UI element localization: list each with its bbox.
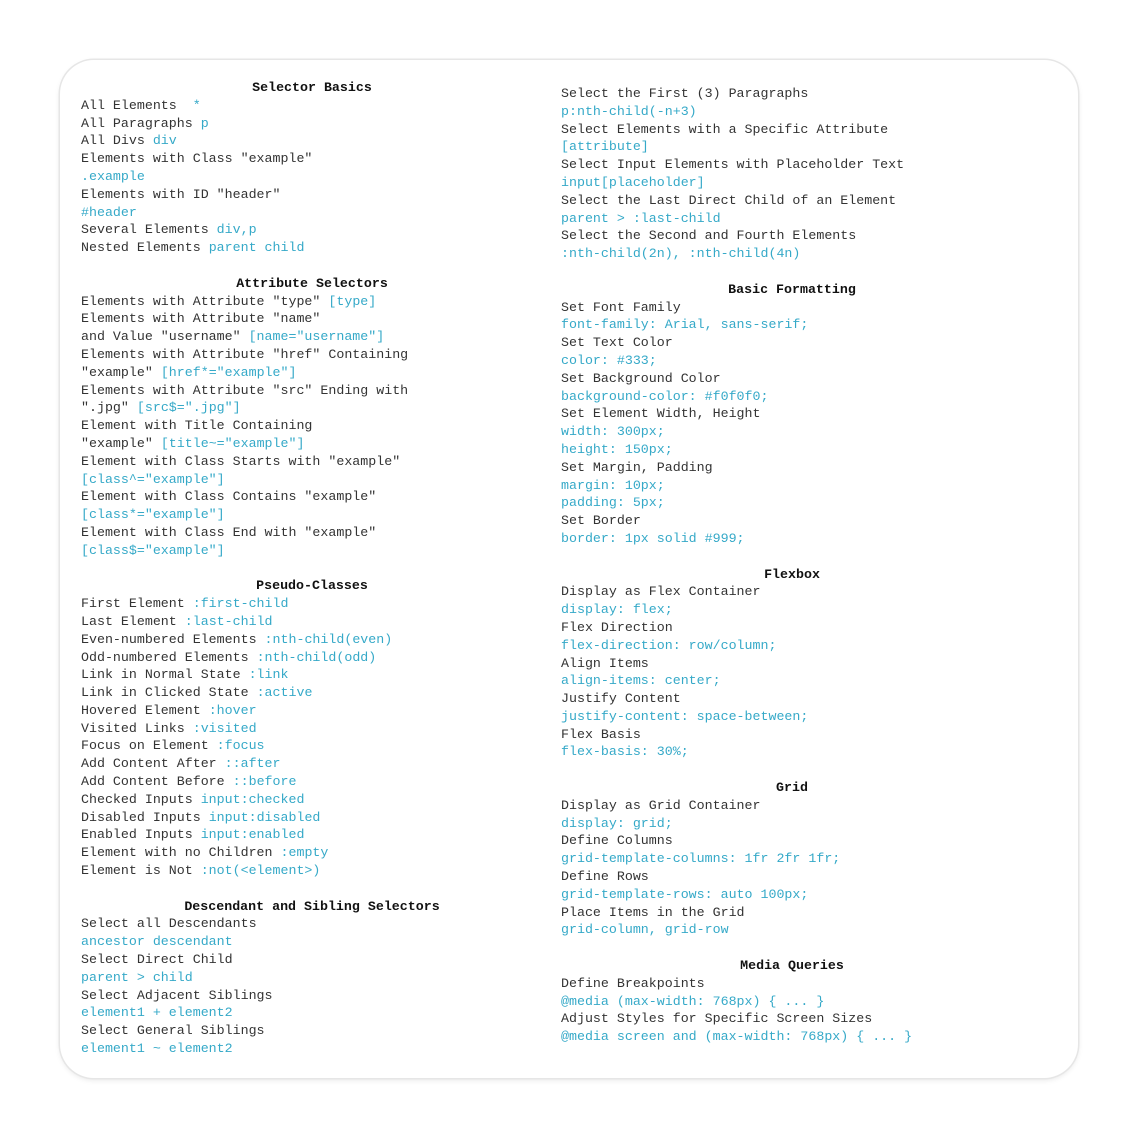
- section-heading: Flexbox: [764, 566, 820, 582]
- description-text: Elements with Attribute "name": [81, 311, 321, 327]
- cheat-line: [81, 382, 543, 400]
- cheat-line: [561, 1028, 1023, 1046]
- cheat-line: [561, 334, 1023, 352]
- code-snippet: grid-template-rows: auto 100px;: [561, 886, 809, 902]
- section-heading: Selector Basics: [252, 80, 372, 95]
- code-snippet: [class^="example"]: [81, 471, 225, 487]
- cheat-line: [561, 601, 1023, 619]
- code-snippet: #header: [81, 204, 137, 220]
- cheat-line: [81, 293, 543, 311]
- description-text: Hovered Element: [81, 702, 201, 718]
- code-snippet: :empty: [280, 845, 329, 861]
- section-heading: Pseudo-Classes: [256, 578, 368, 594]
- cheat-line: [81, 987, 543, 1005]
- description-text: Set Background Color: [561, 370, 721, 386]
- code-snippet: justify-content: space-between;: [561, 708, 809, 724]
- code-snippet: div: [152, 133, 177, 149]
- code-snippet: :visited: [192, 720, 257, 736]
- section-attribute-selectors: [81, 275, 543, 560]
- code-snippet: *: [192, 97, 201, 113]
- cheat-line: [561, 477, 1023, 495]
- description-text: Link in Normal State: [81, 667, 241, 683]
- description-text: Set Border: [561, 513, 641, 529]
- description-text: All Elements: [81, 97, 185, 113]
- cheat-line: [81, 773, 543, 791]
- code-snippet: :focus: [216, 738, 265, 754]
- description-text: Display as Flex Container: [561, 584, 761, 600]
- cheat-line: [81, 809, 543, 827]
- cheat-line: [81, 684, 543, 702]
- cheat-line: [81, 328, 543, 346]
- code-snippet: element1 ~ element2: [81, 1041, 233, 1057]
- cheat-line: [81, 862, 543, 880]
- cheat-line: [81, 969, 543, 987]
- description-text: Select General Siblings: [81, 1023, 265, 1039]
- code-snippet: :nth-child(even): [264, 631, 393, 647]
- code-snippet: :first-child: [192, 596, 289, 612]
- code-snippet: element1 + element2: [81, 1005, 233, 1021]
- description-text: Enabled Inputs: [81, 827, 193, 843]
- description-text: Select Direct Child: [81, 952, 233, 968]
- cheat-line: [81, 399, 543, 417]
- cheat-line: [81, 168, 543, 186]
- code-snippet: input:disabled: [208, 809, 321, 825]
- description-text: ".jpg": [81, 400, 129, 416]
- code-snippet: display: flex;: [561, 602, 673, 618]
- code-snippet: [href*="example"]: [160, 364, 297, 380]
- code-snippet: margin: 10px;: [561, 477, 665, 493]
- cheat-line: [561, 299, 1023, 317]
- description-text: Display as Grid Container: [561, 797, 761, 813]
- cheat-line: [561, 174, 1023, 192]
- section-descendant-and-sibling-selectors: [81, 898, 543, 1058]
- code-snippet: .example: [81, 168, 145, 184]
- cheat-line: [561, 210, 1023, 228]
- code-snippet: padding: 5px;: [561, 495, 665, 511]
- code-snippet: align-items: center;: [561, 673, 721, 689]
- cheat-line: [561, 370, 1023, 388]
- code-snippet: :active: [256, 685, 313, 701]
- cheat-line: [561, 156, 1023, 174]
- cheat-line: [561, 797, 1023, 815]
- cheat-line: [81, 755, 543, 773]
- cheat-line: [561, 352, 1023, 370]
- code-snippet: p:nth-child(-n+3): [561, 103, 697, 119]
- code-snippet: height: 150px;: [561, 441, 673, 457]
- description-text: Set Text Color: [561, 335, 673, 351]
- code-snippet: [title~="example"]: [160, 435, 305, 451]
- cheat-line: [81, 364, 543, 382]
- cheat-line: [81, 204, 543, 222]
- code-snippet: width: 300px;: [561, 424, 665, 440]
- code-snippet: :last-child: [184, 613, 273, 629]
- cheat-line: [81, 951, 543, 969]
- description-text: Flex Basis: [561, 726, 641, 742]
- cheat-line: [81, 310, 543, 328]
- cheat-line: [561, 619, 1023, 637]
- section-heading: Basic Formatting: [728, 281, 856, 297]
- section-heading: Grid: [776, 780, 808, 796]
- cheat-line: [81, 737, 543, 755]
- code-snippet: ::after: [224, 756, 281, 772]
- left-column: [81, 79, 543, 1076]
- cheat-line: [561, 850, 1023, 868]
- right-column: [561, 85, 1023, 1064]
- description-text: Even-numbered Elements: [81, 631, 257, 647]
- description-text: Place Items in the Grid: [561, 904, 745, 920]
- cheat-line: [81, 702, 543, 720]
- cheat-line: [81, 1004, 543, 1022]
- cheat-line: [561, 993, 1023, 1011]
- description-text: Select Input Elements with Placeholder Text: [561, 157, 905, 173]
- description-text: Last Element: [81, 613, 177, 629]
- cheat-line: [81, 239, 543, 257]
- cheat-line: [561, 423, 1023, 441]
- cheat-line: [561, 227, 1023, 245]
- description-text: Select the Second and Fourth Elements: [561, 228, 857, 244]
- description-text: Element with Title Containing: [81, 418, 313, 434]
- cheat-line: [81, 542, 543, 560]
- code-snippet: :link: [248, 667, 289, 683]
- section-selector-basics: [81, 79, 543, 257]
- section-media-queries: [561, 957, 1023, 1046]
- description-text: "example": [81, 435, 153, 451]
- cheat-line: [561, 121, 1023, 139]
- description-text: Set Font Family: [561, 299, 681, 315]
- code-snippet: input:enabled: [200, 827, 305, 843]
- cheat-line: [561, 832, 1023, 850]
- cheat-line: [81, 186, 543, 204]
- cheat-line: [81, 435, 543, 453]
- description-text: and Value "username": [81, 329, 241, 345]
- cheat-line: [81, 844, 543, 862]
- code-snippet: font-family: Arial, sans-serif;: [561, 317, 809, 333]
- cheat-line: [561, 975, 1023, 993]
- code-snippet: input[placeholder]: [561, 174, 705, 190]
- description-text: Visited Links: [81, 720, 185, 736]
- section-pseudo-classes: [81, 577, 543, 880]
- description-text: Focus on Element: [81, 738, 209, 754]
- description-text: Select the First (3) Paragraphs: [561, 86, 809, 101]
- section-basic-formatting: [561, 281, 1023, 548]
- code-snippet: background-color: #f0f0f0;: [561, 388, 769, 404]
- description-text: Select all Descendants: [81, 916, 257, 932]
- cheat-line: [561, 708, 1023, 726]
- description-text: First Element: [81, 596, 185, 612]
- code-snippet: [attribute]: [561, 139, 649, 155]
- section-grid: [561, 779, 1023, 939]
- cheat-line: [81, 826, 543, 844]
- code-snippet: @media (max-width: 768px) { ... }: [561, 993, 825, 1009]
- cheat-line: [81, 506, 543, 524]
- cheat-line: [561, 459, 1023, 477]
- cheat-line: [561, 405, 1023, 423]
- cheat-line: [561, 743, 1023, 761]
- code-snippet: color: #333;: [561, 352, 657, 368]
- cheat-line: [81, 720, 543, 738]
- code-snippet: flex-direction: row/column;: [561, 637, 777, 653]
- description-text: Flex Direction: [561, 619, 673, 635]
- cheat-line: [81, 915, 543, 933]
- description-text: Define Breakpoints: [561, 975, 705, 991]
- code-snippet: parent > child: [81, 969, 193, 985]
- code-snippet: [type]: [328, 293, 377, 309]
- description-text: Odd-numbered Elements: [81, 649, 249, 665]
- description-text: Nested Elements: [81, 240, 201, 256]
- description-text: Elements with Attribute "href" Containing: [81, 346, 409, 362]
- cheat-line: [561, 726, 1023, 744]
- description-text: Elements with ID "header": [81, 186, 281, 202]
- cheat-line: [81, 595, 543, 613]
- description-text: Several Elements: [81, 222, 209, 238]
- description-text: Adjust Styles for Specific Screen Sizes: [561, 1011, 873, 1027]
- cheat-line: [561, 672, 1023, 690]
- cheat-line: [81, 933, 543, 951]
- description-text: Select the Last Direct Child of an Element: [561, 192, 897, 208]
- description-text: Define Columns: [561, 833, 673, 849]
- description-text: Select Elements with a Specific Attribute: [561, 121, 889, 137]
- description-text: Add Content After: [81, 756, 217, 772]
- cheat-line: [81, 346, 543, 364]
- section-heading: Descendant and Sibling Selectors: [184, 898, 440, 914]
- description-text: Checked Inputs: [81, 791, 193, 807]
- description-text: Align Items: [561, 655, 649, 671]
- code-snippet: ancestor descendant: [81, 934, 233, 950]
- description-text: "example": [81, 364, 153, 380]
- cheat-line: [81, 649, 543, 667]
- cheat-line: [561, 921, 1023, 939]
- section-misc-selectors: [561, 85, 1023, 263]
- code-snippet: parent > :last-child: [561, 210, 721, 226]
- code-snippet: input:checked: [200, 791, 305, 807]
- cheat-line: [81, 791, 543, 809]
- cheat-line: [561, 530, 1023, 548]
- code-snippet: display: grid;: [561, 815, 673, 831]
- code-snippet: grid-template-columns: 1fr 2fr 1fr;: [561, 851, 841, 867]
- code-snippet: :not(<element>): [200, 863, 321, 879]
- cheat-line: [561, 512, 1023, 530]
- code-snippet: p: [200, 115, 209, 131]
- cheat-line: [561, 1010, 1023, 1028]
- section-heading: Media Queries: [740, 958, 844, 974]
- code-snippet: parent child: [208, 240, 305, 256]
- code-snippet: @media screen and (max-width: 768px) { ... }: [561, 1029, 913, 1045]
- description-text: Set Margin, Padding: [561, 459, 713, 475]
- cheat-line: [81, 1040, 543, 1058]
- description-text: Define Rows: [561, 869, 649, 885]
- cheat-line: [81, 471, 543, 489]
- cheat-line: [561, 583, 1023, 601]
- description-text: Elements with Attribute "type": [81, 293, 321, 309]
- cheat-line: [81, 524, 543, 542]
- description-text: All Paragraphs: [81, 115, 193, 131]
- code-snippet: :nth-child(odd): [256, 649, 377, 665]
- cheat-line: [561, 868, 1023, 886]
- code-snippet: :hover: [208, 702, 257, 718]
- code-snippet: [name="username"]: [248, 329, 385, 345]
- cheat-line: [561, 441, 1023, 459]
- cheat-line: [561, 690, 1023, 708]
- code-snippet: [class*="example"]: [81, 507, 225, 523]
- cheat-line: [81, 115, 543, 133]
- description-text: All Divs: [81, 133, 145, 149]
- cheat-line: [561, 388, 1023, 406]
- cheat-line: [561, 637, 1023, 655]
- description-text: Element with Class End with "example": [81, 524, 377, 540]
- code-snippet: div,p: [216, 222, 257, 238]
- cheat-line: [561, 904, 1023, 922]
- section-flexbox: [561, 566, 1023, 762]
- cheat-line: [561, 886, 1023, 904]
- code-snippet: :nth-child(2n), :nth-child(4n): [561, 246, 801, 262]
- description-text: Set Element Width, Height: [561, 406, 761, 422]
- cheat-line: [561, 245, 1023, 263]
- code-snippet: [src$=".jpg"]: [136, 400, 241, 416]
- cheat-line: [81, 1022, 543, 1040]
- cheat-line: [561, 103, 1023, 121]
- cheat-line: [561, 316, 1023, 334]
- code-snippet: border: 1px solid #999;: [561, 530, 745, 546]
- description-text: Elements with Attribute "src" Ending with: [81, 382, 409, 398]
- description-text: Justify Content: [561, 691, 681, 707]
- description-text: Select Adjacent Siblings: [81, 987, 273, 1003]
- cheat-line: [561, 655, 1023, 673]
- description-text: Element with Class Contains "example": [81, 489, 377, 505]
- cheat-line: [81, 453, 543, 471]
- description-text: Element with no Children: [81, 845, 273, 861]
- code-snippet: flex-basis: 30%;: [561, 744, 689, 760]
- cheat-line: [81, 613, 543, 631]
- cheat-line: [561, 85, 1023, 103]
- cheat-line: [81, 97, 543, 115]
- description-text: Link in Clicked State: [81, 685, 249, 701]
- description-text: Element with Class Starts with "example": [81, 453, 401, 469]
- description-text: Disabled Inputs: [81, 809, 201, 825]
- description-text: Add Content Before: [81, 774, 225, 790]
- description-text: Elements with Class "example": [81, 151, 313, 167]
- code-snippet: grid-column, grid-row: [561, 922, 729, 938]
- code-snippet: ::before: [232, 774, 297, 790]
- cheat-line: [81, 132, 543, 150]
- cheat-line: [81, 150, 543, 168]
- cheat-line: [561, 138, 1023, 156]
- cheat-line: [81, 488, 543, 506]
- cheat-line: [81, 221, 543, 239]
- section-heading: Attribute Selectors: [236, 275, 388, 291]
- cheat-line: [81, 666, 543, 684]
- description-text: Element is Not: [81, 863, 193, 879]
- cheat-line: [561, 192, 1023, 210]
- cheat-line: [81, 631, 543, 649]
- cheat-line: [561, 815, 1023, 833]
- cheat-line: [561, 494, 1023, 512]
- code-snippet: [class$="example"]: [81, 542, 225, 558]
- cheat-line: [81, 417, 543, 435]
